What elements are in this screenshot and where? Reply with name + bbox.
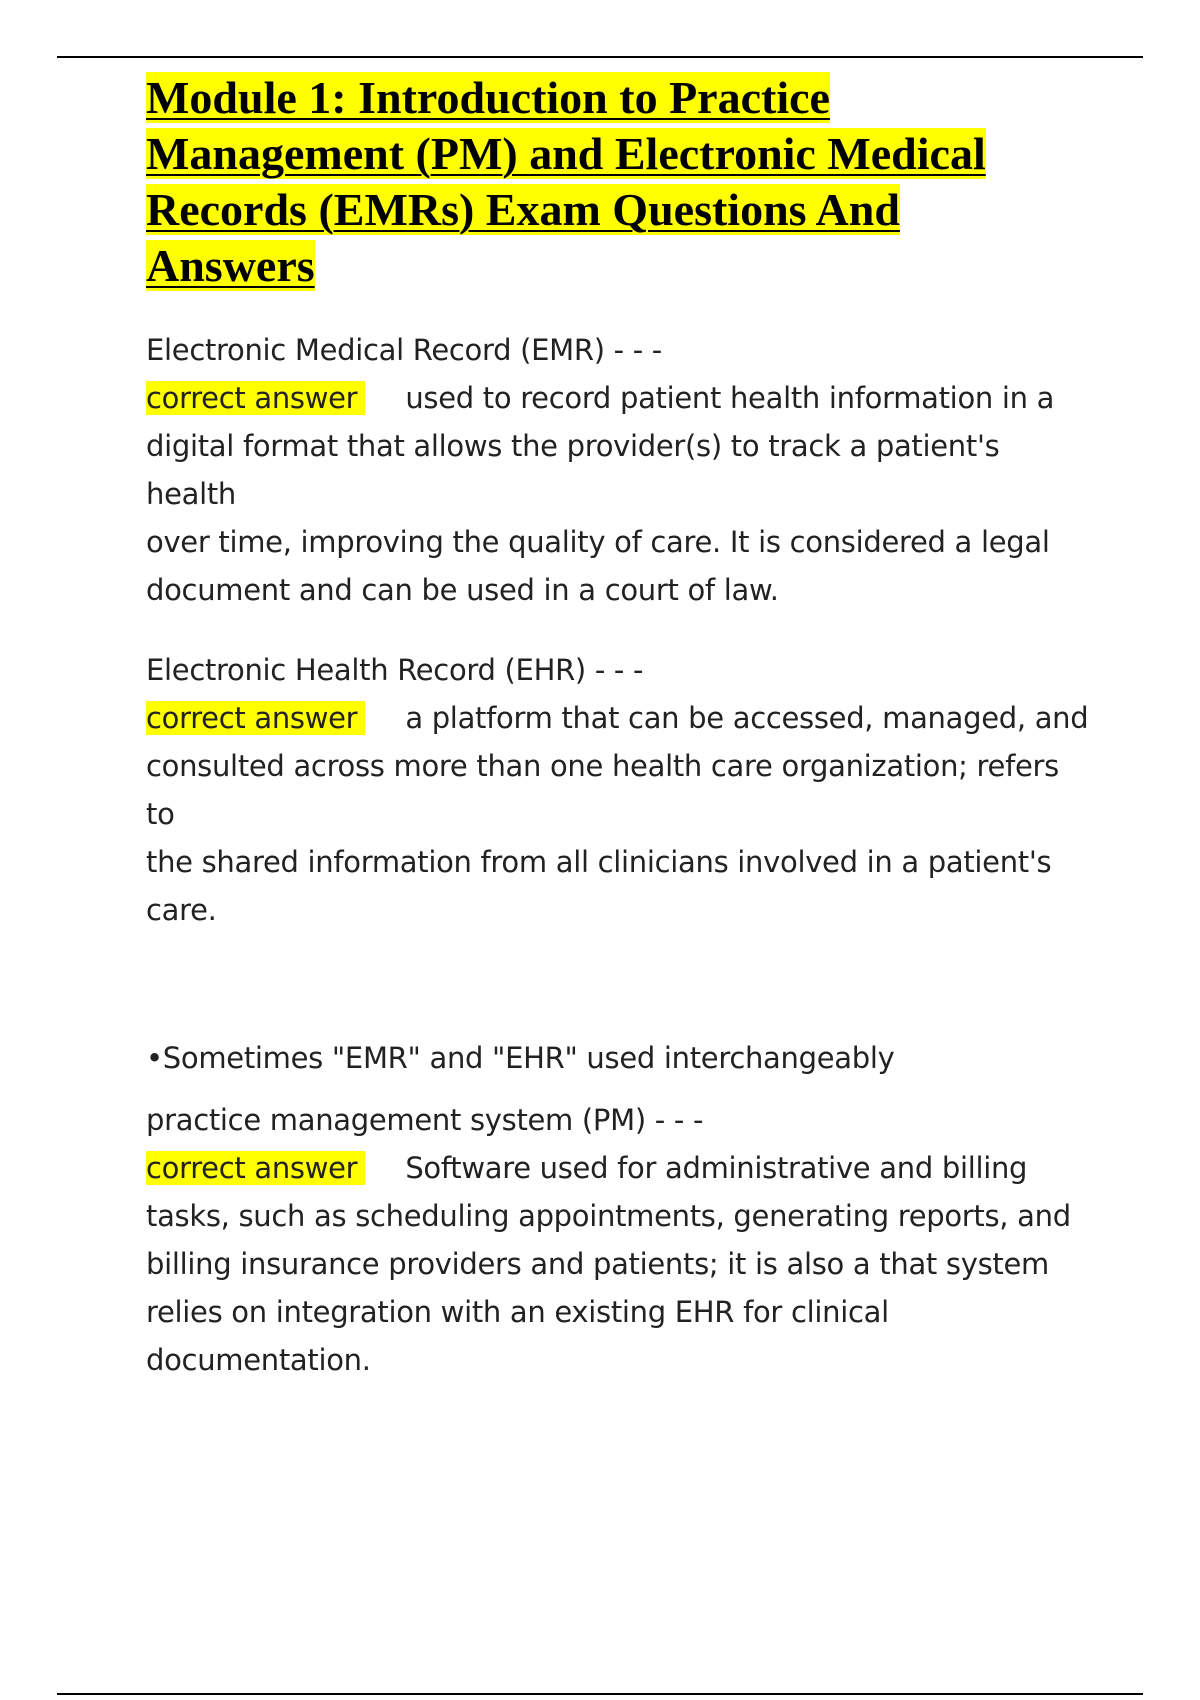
bottom-rule bbox=[57, 1693, 1143, 1695]
answer-text: Software used for administrative and billing bbox=[405, 1151, 1028, 1185]
correct-answer-label: correct answer bbox=[146, 1151, 365, 1185]
question-term: Electronic Health Record (EHR) - - - bbox=[146, 653, 644, 687]
answer-text: billing insurance providers and patients; it is also a that system bbox=[146, 1247, 1049, 1281]
answer-text: document and can be used in a court of law. bbox=[146, 573, 779, 607]
correct-answer-label: correct answer bbox=[146, 381, 365, 415]
answer-text: the shared information from all clinicians involved in a patient's bbox=[146, 845, 1052, 879]
question-term: practice management system (PM) - - - bbox=[146, 1103, 704, 1137]
title-line: Answers bbox=[146, 240, 315, 291]
correct-answer-label: correct answer bbox=[146, 701, 365, 735]
answer-text: consulted across more than one health care organization; refers to bbox=[146, 749, 1059, 831]
title-line: Records (EMRs) Exam Questions And bbox=[146, 184, 900, 235]
answer-text: used to record patient health information in a bbox=[405, 381, 1055, 415]
answer-text: care. bbox=[146, 893, 217, 927]
answer-text: tasks, such as scheduling appointments, generating reports, and bbox=[146, 1199, 1071, 1233]
qa-entry-ehr bbox=[146, 646, 1096, 934]
page-title bbox=[146, 70, 1096, 294]
answer-text: digital format that allows the provider(s) to track a patient's health bbox=[146, 429, 1000, 511]
qa-entry-emr bbox=[146, 326, 1096, 614]
note-text: •Sometimes "EMR" and "EHR" used interchangeably bbox=[146, 1041, 895, 1075]
answer-text: documentation. bbox=[146, 1343, 371, 1377]
title-line: Management (PM) and Electronic Medical bbox=[146, 128, 986, 179]
question-term: Electronic Medical Record (EMR) - - - bbox=[146, 333, 662, 367]
top-rule bbox=[57, 56, 1143, 58]
answer-text: a platform that can be accessed, managed, and bbox=[405, 701, 1089, 735]
content bbox=[146, 70, 1096, 1377]
answer-text: relies on integration with an existing EHR for clinical bbox=[146, 1295, 889, 1329]
qa-entry-pm bbox=[146, 1096, 1071, 1384]
answer-text: over time, improving the quality of care. It is considered a legal bbox=[146, 525, 1050, 559]
title-line: Module 1: Introduction to Practice bbox=[146, 72, 830, 123]
note-bullet bbox=[146, 1034, 894, 1082]
